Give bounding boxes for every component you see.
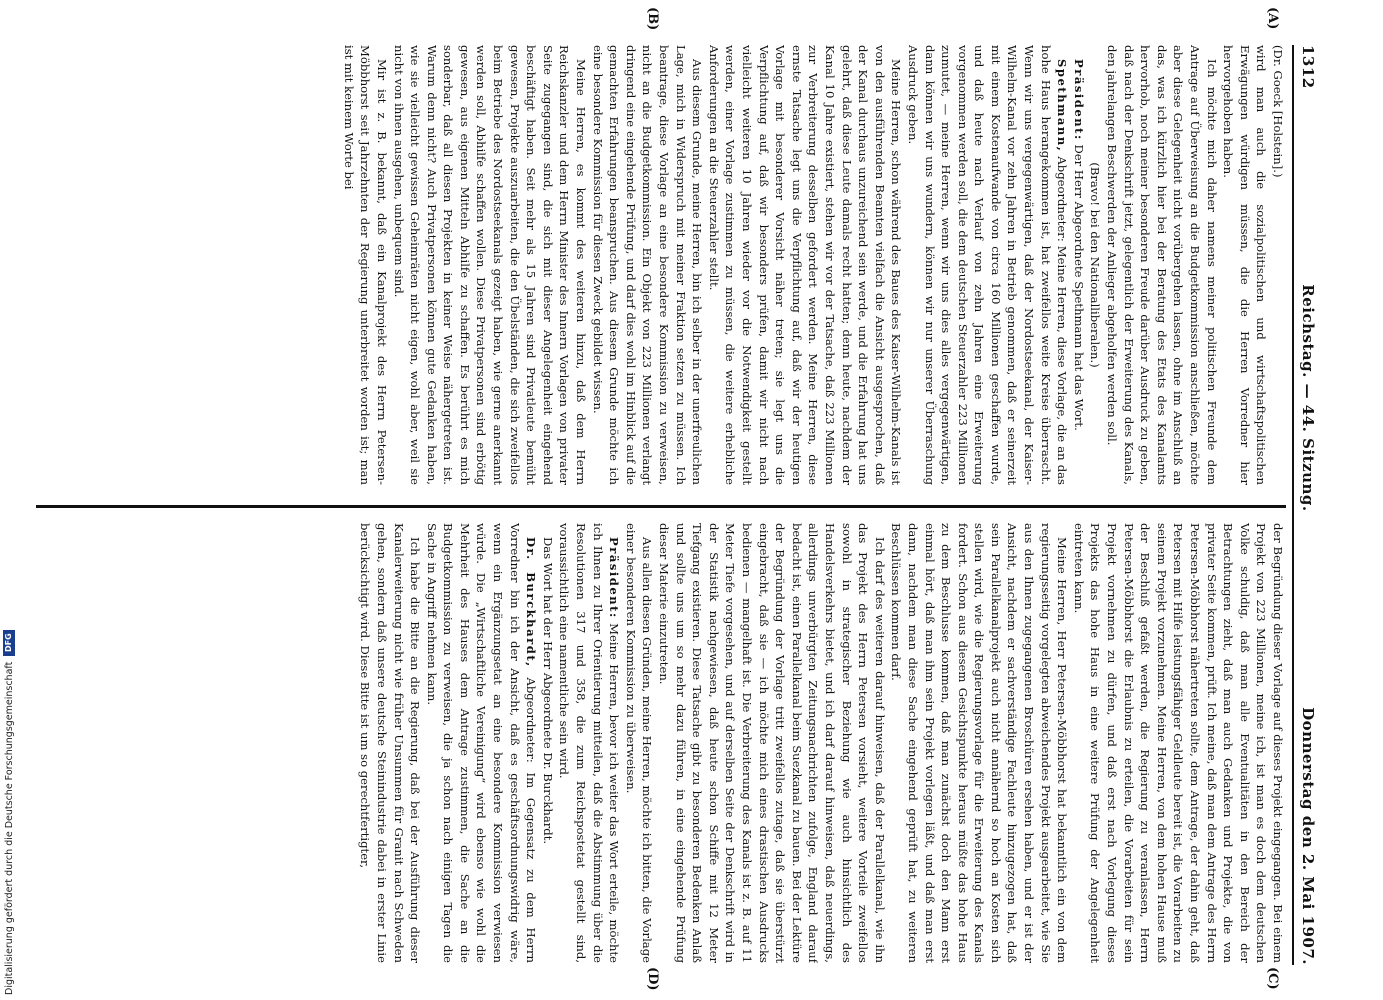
paragraph (357, 523, 423, 963)
paragraph (556, 523, 622, 963)
paragraph (589, 45, 705, 485)
paragraph-text: Ich möchte mich daher namens meiner politischen Freunde dem Antrage auf Überweisung an die Budgetkommission anschließen, möchte aber diese Gelegenheit nicht vorübergehen lassen, ohne im Anschluß an das, was ich kürzlich hier bei der Beratung des Etats des Kanalamts hervorhob, noch meiner besonderen Freude darüber Ausdruck zu geben, daß nach der Denkschrift jetzt, gelegentlich der Erweiterung des Kanals, den jahrelangen Beschwerden der Anlieger abgeholfen werden soll. (1105, 45, 1219, 485)
session-title: Reichstag. — 44. Sitzung. (1299, 284, 1317, 512)
speaker-name: Dr. Burckhardt, (524, 537, 539, 668)
paragraph (1087, 45, 1104, 485)
paragraph-text: Das Wort hat der Herr Abgeordnete Dr. Burckhardt. (540, 537, 555, 845)
paragraph-text: Meine Herren, Herr Petersen-Möbbhorst hat bekanntlich ein von dem regierungsseitig vorgelegten abweichendes Projekt ausgearbeitet, wie Sie aus den Ihnen zugegangenen Broschüren ersehen haben, und er ist der Ansicht, nachdem er sachverständige Fachleute hinzugezogen hat, daß sein Parallelkanalprojekt auch nicht annähernd so hoch an Kosten sich stellen wird, wie die Regierungsvorlage für die Erweiterung des Kanals fordert. Schon aus diesem Gesichtspunkte heraus müßte das hohe Haus zu dem Beschlusse kommen, daß man zunächst doch den Mann erst einmal hört, daß man ihm sein Projekt vorlegen läßt, und daß man erst dann, nachdem man diese Sache eingehend geprüft hat, zu weiteren Beschlüssen kommen darf. (889, 523, 1070, 963)
paragraph-text: Ich habe die Bitte an die Regierung, daß bei der Ausführung dieser Kanalerweiterung nicht wie früher Unsummen für Granit nach Schweden gehen, sondern daß unsere deutsche Steinindustrie dabei in erster Linie berücksichtigt wird. Diese Bitte ist um so gerechtfertigter, (358, 523, 423, 963)
paragraph (1070, 523, 1286, 963)
paragraph-text: Aus diesem Grunde, meine Herren, bin ich selber in der unerfreulichen Lage, mich in Widerspruch mit meiner Fraktion setzen zu müssen. Ich beantrage, diese Vorlage an eine besondere Kommission zu verweisen, nicht an die Budgetkommission. Ein Objekt von 223 Millionen verlangt dringend eine eingehende Prüfung, und darf dies wohl im Hinblick auf die gemachten Erfahrungen beanspruchen. Aus diesem Grunde möchte ich eine besondere Kommission für diesen Zweck gebildet wissen. (590, 45, 705, 485)
right-column (31, 523, 1286, 963)
paragraph (390, 45, 589, 485)
paragraph (622, 523, 655, 963)
speaker-name: Spethmann, (1055, 59, 1070, 153)
margin-letter-d: (D) (645, 967, 660, 991)
session-date: Donnerstag den 2. Mai 1907. (1299, 707, 1317, 965)
margin-letter-c: (C) (1265, 967, 1280, 990)
margin-letter-a: (A) (1265, 7, 1280, 30)
page-header (1296, 45, 1320, 965)
paragraph (655, 523, 887, 963)
paragraph-text: Meine Herren, schon während des Baues des Kaiser-Wilhelm-Kanals ist von den ausführenden Beamten vielfach die Ansicht ausgesprochen, daß der Kanal durchaus unzureichend sein werde, und die Erfahrung hat uns gelehrt, daß diese Leute damals recht hatten; denn heute, nachdem der Kanal 10 Jahre existiert, stehen wir vor der Tatsache, daß 223 Millionen zur Verbreiterung desselben gefordert werden. Meine Herren, diese ernste Tatsache legt uns die Verpflichtung auf, daß wir der heutigen Vorlage mit besonderer Vorsicht näher treten; sie legt uns die Verpflichtung auf, daß wir besonders prüfen, damit wir nicht nach vielleicht weiteren 10 Jahren wieder vor die Notwendigkeit gestellt werden, einer Vorlage zustimmen zu müssen, die weitere erhebliche Anforderungen an die Steuerzahler stellt. (706, 45, 904, 485)
paragraph-text: Mir ist z. B. bekannt, daß ein Kanalprojekt des Herrn Petersen-Möbbhorst seit Jahrzehnten der Regierung unterbreitet worden ist; man ist mit keinem Worte bei (341, 45, 389, 485)
paragraph (888, 523, 1071, 963)
digitization-credit (2, 0, 16, 995)
paragraph-text: Ich darf des weiteren darauf hinweisen, daß der Parallelkanal, wie ihn das Projekt des Herrn Petersen vorsieht, weitere Vorteile zweifellos sowohl in strategischer Beziehung wie auch hinsichtlich des Handelsverkehrs bietet, und ich darf darauf hinweisen, daß neuerdings, allerdings unverbürgten Zeitungsnachrichten zufolge, England darauf bedacht ist, einen Parallelkanal beim Suezkanal zu bauen. Bei der Lektüre der Begründung der Vorlage tritt zweifellos zutage, daß sie überstürzt eingebracht, daß sie — ich möchte mich eines drastischen Ausdrucks bedienen — mangelhaft ist. Die Verbreiterung des Kanals ist z. B. auf 11 Meter Tiefe vorgesehen, und auf derselben Seite der Denkschrift wird in der Statistik nachgewiesen, daß heute schon Schiffe mit 12 Meter Tiefgang existieren. Diese Tatsache gibt zu besonderen Bedenken Anlaß und sollte uns um so mehr dazu führen, in eine eingehende Prüfung dieser Materie einzutreten. (657, 523, 887, 963)
margin-letter-b: (B) (645, 7, 660, 31)
page-number: 1312 (1299, 45, 1317, 89)
paragraph (705, 45, 904, 485)
paragraph-text: (Bravo! bei den Nationalliberalen.) (1088, 162, 1103, 368)
paragraph (1220, 45, 1270, 485)
paragraph (1103, 45, 1219, 485)
paragraph-text: Abgeordneter: Meine Herren, diese Vorlage, die an das hohe Haus herangekommen ist, hat zweifellos weite Kreise überrascht. Wenn wir uns vergegenwärtigen, daß der Nordostseekanal, der Kaiser-Wilhelm-Kanal vor zehn Jahren in Betrieb genommen, daß er seinerzeit mit einem Kostenaufwande von circa 160 Millionen geschaffen wurde, und daß heute nach Verlauf von zehn Jahren eine Erweiterung vorgenommen werden soll, die dem deutschen Steuerzahler 223 Millionen zumutet, — meine Herren, wenn wir uns dies alles vergegenwärtigen, dann können wir uns wundern, können wir nur unserer Überraschung Ausdruck geben. (905, 45, 1070, 485)
column-divider (36, 505, 1286, 508)
paragraph (904, 45, 1070, 485)
credit-text: Digitalisierung gefördert durch die Deutsche Forschungsgemeinschaft (3, 661, 15, 995)
speaker-name: Präsident: (1071, 59, 1086, 141)
left-column (31, 45, 1286, 485)
paragraph (1269, 45, 1286, 485)
paragraph-text: wird man auch die sozialpolitischen und wirtschaftspolitischen Erwägungen würdigen müssen, die die Herren Vorredner hier hervorgehoben haben. (1221, 45, 1269, 485)
rotated-page (20, 7, 1320, 991)
header-rule (1292, 45, 1294, 965)
paragraph (539, 523, 556, 963)
paragraph-text: Abgeordneter: Im Gegensatz zu dem Herrn Vorredner bin ich der Ansicht, daß es geschäftsordnungswidrig wäre, wenn ein Ergänzungsetat an eine besondere Kommission verwiesen würde. Die „Wirtschaftliche Vereinigung“ wird ebenso wie wohl die Mehrheit des Hauses dem Antrage zustimmen, die Sache an die Budgetkommission zu verweisen, die ja schon nach einigen Tagen die Sache in Angriff nehmen kann. (424, 523, 539, 963)
paragraph-text: Aus allen diesen Gründen, meine Herren, möchte ich bitten, die Vorlage einer besonderen Kommission zu überweisen. (623, 523, 655, 963)
paragraph (423, 523, 539, 963)
dfg-logo: DFG (3, 630, 15, 656)
speaker-name: Präsident: (607, 537, 622, 619)
paragraph-text: Der Herr Abgeordnete Spethmann hat das Wort. (1071, 140, 1086, 431)
paragraph-text: der Begründung dieser Vorlage auf dieses Projekt eingegangen. Bei einem Projekt von 223 Millionen, meine ich, ist man es doch dem deutschen Volke schuldig, daß man alle Eventualitäten in den Bereich der Betrachtungen zieht, daß man auch Gedanken und Projekte, die von privater Seite kommen, prüft. Ich meine, daß man dem Antrage des Herrn Petersen-Möbbhorst nähertreten sollte, dem Antrage, der dahin geht, daß Petersen mit Hilfe leistungsfähiger Geldleute bereit ist, die Vorarbeiten zu seinem Projekt vorzunehmen. Meine Herren, von dem hohen Hause muß der Beschluß gefaßt werden, die Regierung zu veranlassen, Herrn Petersen-Möbbhorst die Erlaubnis zu erteilen, die Vorarbeiten für sein Projekt vornehmen zu dürfen, und daß erst nach Vorlegung dieses Projekts das hohe Haus in eine weitere Prüfung der Angelegenheit eintreten kann. (1071, 523, 1285, 963)
paragraph (340, 45, 390, 485)
paragraph-text: Meine Herren, es kommt des weiteren hinzu, daß dem Herrn Reichskanzler und dem Herrn Minister des Innern Vorlagen von privater Seite zugegangen sind, die sich mit dieser Angelegenheit eingehend beschäftigt haben. Seit mehr als 15 Jahren sind Privatleute bemüht gewesen, Projekte auszuarbeiten, die den Übelständen, die sich zweifellos beim Betriebe des Nordostseekanals gezeigt haben, wie gerne anerkannt werden soll, Abhilfe schaffen wollen. Diese Privatpersonen sind erbötig gewesen, aus eigenen Mitteln Abhilfe zu schaffen. Es berührt es mich sonderbar, daß all diesen Projekten in keiner Weise nähergetreten ist. Warum denn nicht? Auch Privatpersonen können gute Gedanken haben, wie sie vielleicht gewissen Geheimräten nicht eigen, wohl aber, weil sie nicht von ihnen ausgehen, unbequem sind. (391, 45, 589, 485)
paragraph-text: (Dr. Goeck [Holstein].) (1271, 45, 1285, 178)
paragraph (1070, 45, 1087, 485)
paragraph-text: Meine Herren, bevor ich weiter das Wort erteile, möchte ich Ihnen zu Ihrer Orientierung mitteilen, daß die Abstimmung über die Resolutionen 317 und 358, die zum Reichspostetat gestellt sind, voraussichtlich eine namentliche sein wird. (557, 523, 622, 963)
